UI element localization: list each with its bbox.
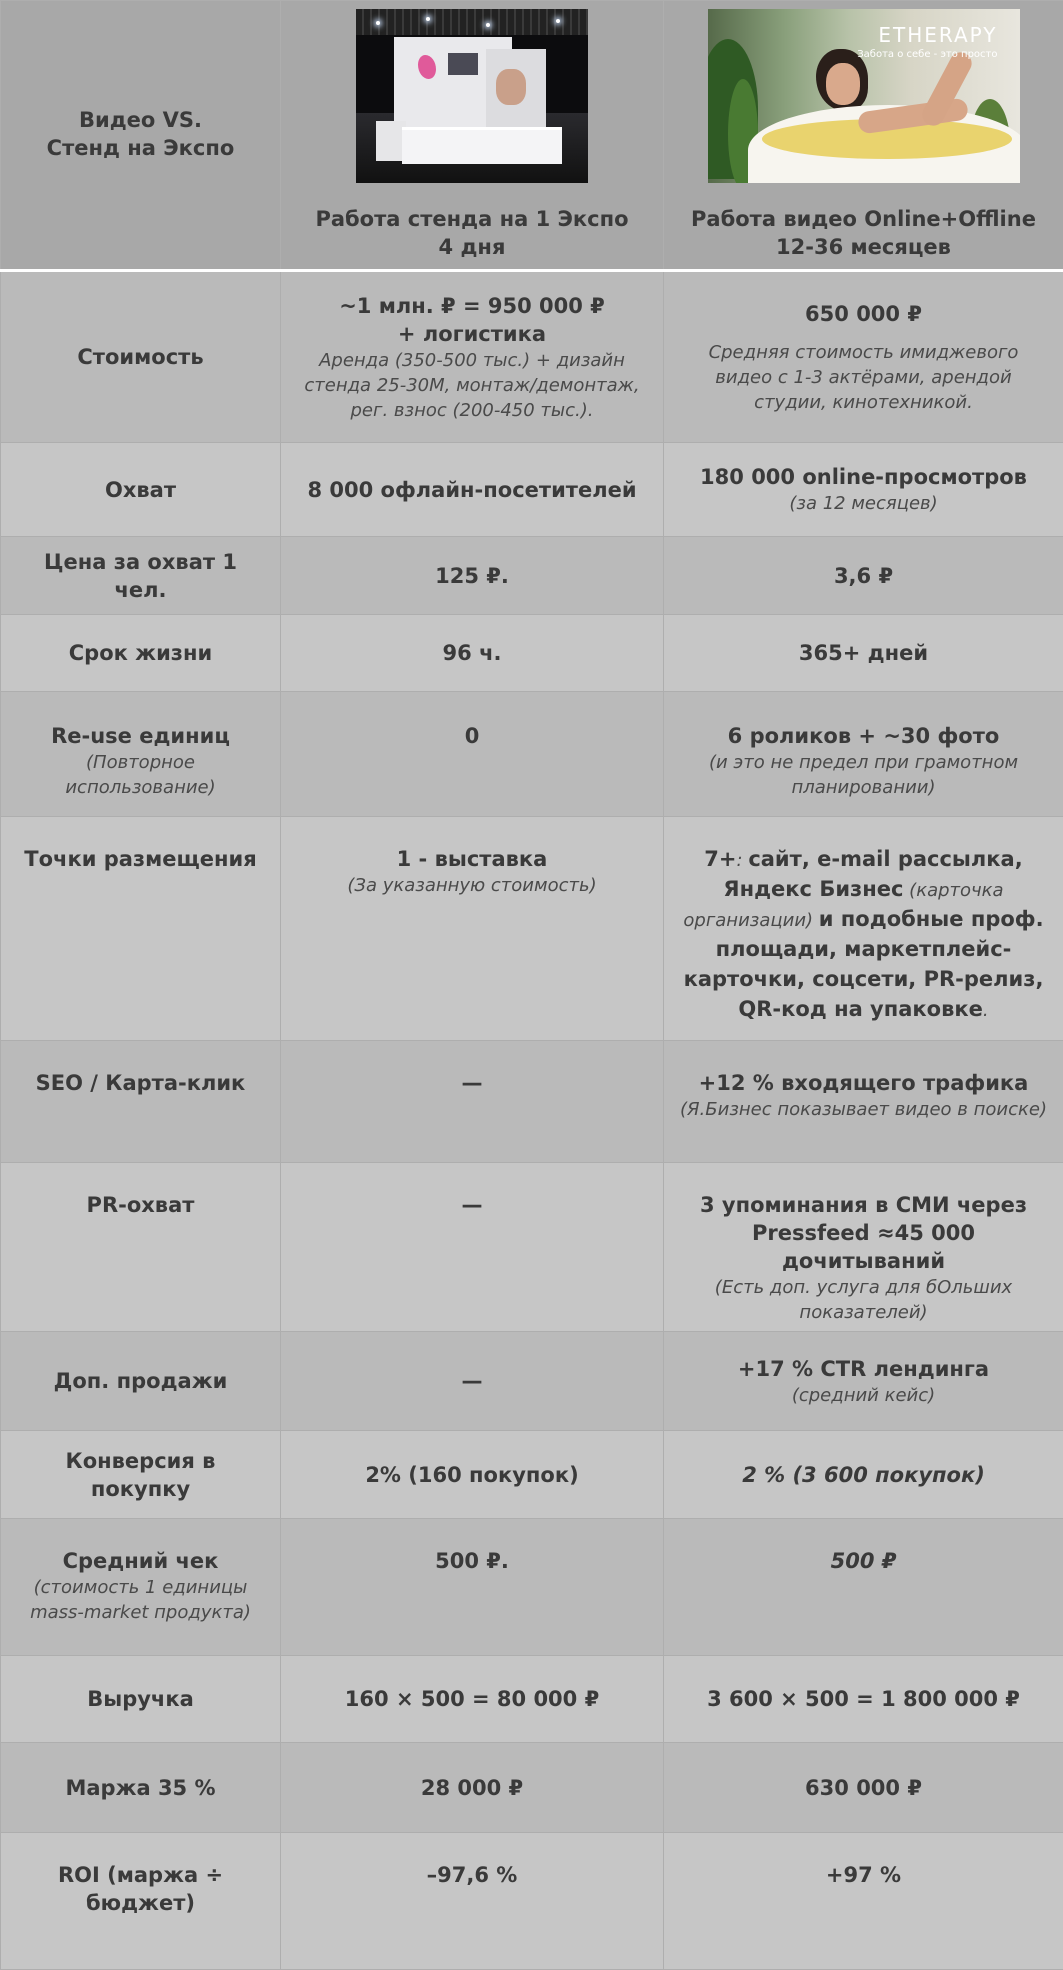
row-placement: [1, 817, 1063, 1041]
price-per-label: Цена за охват 1 чел.: [1, 537, 281, 615]
header-video-line2: 12-36 месяцев: [678, 233, 1049, 261]
cost-video: 650 000 ₽ Средняя стоимость имиджевого видео с 1-3 актёрами, арендой студии, кинотехникой.: [664, 271, 1063, 443]
margin-video: 630 000 ₽: [664, 1743, 1063, 1833]
header-stand-line1: Работа стенда на 1 Экспо: [295, 205, 649, 233]
roi-video: +97 %: [664, 1833, 1063, 1970]
seo-stand: —: [281, 1041, 664, 1163]
row-pr: [1, 1163, 1063, 1332]
spa-bath-image: [708, 9, 1020, 183]
reuse-video: 6 роликов + ~30 фото (и это не предел при грамотном планировании): [664, 692, 1063, 817]
pr-label: PR-охват: [1, 1163, 281, 1332]
reach-stand: 8 000 офлайн-посетителей: [281, 443, 664, 537]
pr-video: 3 упоминания в СМИ через Pressfeed ≈45 000 дочитываний (Есть доп. услуга для бОльших показателей): [664, 1163, 1063, 1332]
row-seo: [1, 1041, 1063, 1163]
pr-stand: —: [281, 1163, 664, 1332]
conversion-label: Конверсия в покупку: [1, 1431, 281, 1519]
revenue-video: 3 600 × 500 = 1 800 000 ₽: [664, 1656, 1063, 1743]
cost-stand: ~1 млн. ₽ = 950 000 ₽ + логистика Аренда (350-500 тыс.) + дизайн стенда 25-30М, монтаж/демонтаж, рег. взнос (200-450 тыс.).: [281, 271, 664, 443]
seo-video: +12 % входящего трафика (Я.Бизнес показывает видео в поиске): [664, 1041, 1063, 1163]
header-video-cell: [664, 1, 1063, 271]
reuse-stand: 0: [281, 692, 664, 817]
row-price-per: [1, 537, 1063, 615]
lifetime-label: Срок жизни: [1, 615, 281, 692]
reuse-label: Re-use единиц (Повторное использование): [1, 692, 281, 817]
header-title-cell: [1, 1, 281, 271]
seo-label: SEO / Карта-клик: [1, 1041, 281, 1163]
check-label: Средний чек (стоимость 1 единицы mass-market продукта): [1, 1519, 281, 1656]
header-stand-line2: 4 дня: [295, 233, 649, 261]
margin-label: Маржа 35 %: [1, 1743, 281, 1833]
check-video: 500 ₽: [664, 1519, 1063, 1656]
header-title-line1: Видео VS.: [15, 106, 266, 134]
row-cost: [1, 271, 1063, 443]
price-per-video: 3,6 ₽: [664, 537, 1063, 615]
etherapy-tagline: Забота о себе - это просто: [857, 49, 997, 60]
row-sales: [1, 1332, 1063, 1431]
header-row: [1, 1, 1063, 271]
lifetime-stand: 96 ч.: [281, 615, 664, 692]
expo-stand-image: [356, 9, 588, 183]
check-stand: 500 ₽.: [281, 1519, 664, 1656]
reach-label: Охват: [1, 443, 281, 537]
cost-label: Стоимость: [1, 271, 281, 443]
price-per-stand: 125 ₽.: [281, 537, 664, 615]
roi-label: ROI (маржа ÷ бюджет): [1, 1833, 281, 1970]
row-lifetime: [1, 615, 1063, 692]
margin-stand: 28 000 ₽: [281, 1743, 664, 1833]
row-reuse: [1, 692, 1063, 817]
placement-video: 7+: сайт, e-mail рассылка, Яндекс Бизнес (карточка организации) и подобные проф. площади, маркетплейс-карточки, соцсети, PR-релиз, QR-код на упаковке.: [664, 817, 1063, 1041]
header-stand-cell: [281, 1, 664, 271]
placement-stand: 1 - выставка (За указанную стоимость): [281, 817, 664, 1041]
header-video-line1: Работа видео Online+Offline: [678, 205, 1049, 233]
conversion-stand: 2% (160 покупок): [281, 1431, 664, 1519]
revenue-label: Выручка: [1, 1656, 281, 1743]
sales-stand: —: [281, 1332, 664, 1431]
conversion-video: 2 % (3 600 покупок): [664, 1431, 1063, 1519]
etherapy-logo: ETHERAPY: [878, 23, 997, 47]
row-check: [1, 1519, 1063, 1656]
sales-label: Доп. продажи: [1, 1332, 281, 1431]
roi-stand: –97,6 %: [281, 1833, 664, 1970]
revenue-stand: 160 × 500 = 80 000 ₽: [281, 1656, 664, 1743]
placement-label: Точки размещения: [1, 817, 281, 1041]
header-title-line2: Стенд на Экспо: [15, 134, 266, 162]
lifetime-video: 365+ дней: [664, 615, 1063, 692]
row-margin: [1, 1743, 1063, 1833]
row-conversion: [1, 1431, 1063, 1519]
reach-video: 180 000 online-просмотров (за 12 месяцев): [664, 443, 1063, 537]
row-roi: [1, 1833, 1063, 1970]
row-revenue: [1, 1656, 1063, 1743]
sales-video: +17 % CTR лендинга (средний кейс): [664, 1332, 1063, 1431]
row-reach: [1, 443, 1063, 537]
